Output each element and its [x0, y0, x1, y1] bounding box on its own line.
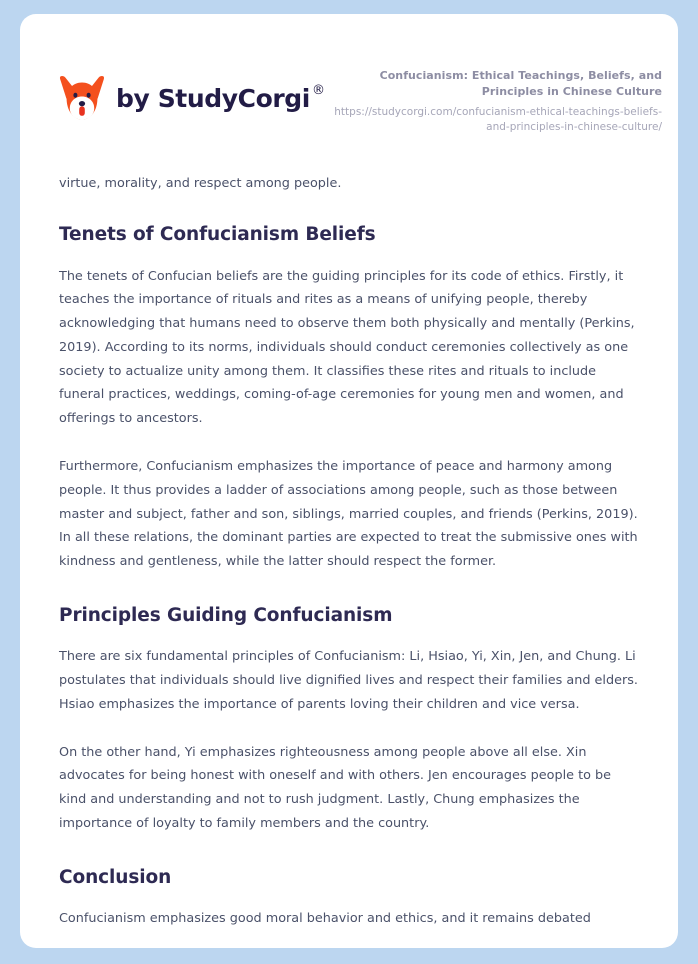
- section-heading-conclusion: Conclusion: [59, 866, 172, 888]
- document-header: [20, 14, 678, 136]
- header-meta: [325, 66, 662, 136]
- section-heading-principles: Principles Guiding Confucianism: [59, 605, 393, 627]
- studycorgi-brand[interactable]: [59, 66, 325, 122]
- page-title: Confucianism: Ethical Teachings, Beliefs, and Principles in Chinese Culture: [379, 69, 662, 98]
- registered-trademark-icon: ®: [311, 82, 325, 98]
- document-content: [20, 172, 678, 931]
- section-paragraph: On the other hand, Yi emphasizes righteousness among people above all else. Xin advocates for being honest with oneself and with others. Jen encourages people to be kind and understanding and not to rush judgment. Lastly, Chung emphasizes the importance of loyalty to family members and the country.: [59, 744, 611, 831]
- section-paragraph: There are six fundamental principles of Confucianism: Li, Hsiao, Yi, Xin, Jen, and Chung. Li postulates that individuals should live dignified lives and respect their families and elders. Hsiao emphasizes the importance of parents loving their children and vice versa.: [59, 649, 638, 712]
- section-heading-tenets: Tenets of Confucianism Beliefs: [59, 224, 376, 246]
- section-paragraph: The tenets of Confucian beliefs are the guiding principles for its code of ethics. Firstly, it teaches the importance of rituals and rites as a means of unifying people, thereby acknowledging that humans need to observe them both physically and mentally (Perkins, 2019). According to its norms, individuals should conduct ceremonies collectively as one society to actualize unity among them. It classifies these rites and rituals to include funeral practices, weddings, coming-of-age ceremonies for young men and women, and offerings to ancestors.: [59, 268, 635, 427]
- intro-paragraph-fragment: virtue, morality, and respect among people.: [59, 175, 342, 191]
- document-page: [20, 14, 678, 948]
- section-paragraph: Furthermore, Confucianism emphasizes the importance of peace and harmony among people. It thus provides a ladder of associations among people, such as those between master and subject, father and son, siblings, married couples, and friends (Perkins, 2019). In all these relations, the dominant parties are expected to treat the submissive ones with kindness and gentleness, while the latter should respect the former.: [59, 459, 638, 570]
- wordmark-text: by StudyCorgi: [116, 83, 310, 113]
- studycorgi-wordmark: [116, 82, 325, 113]
- section-paragraph: Confucianism emphasizes good moral behavior and ethics, and it remains debated: [59, 910, 591, 926]
- corgi-logo-icon: [59, 74, 105, 122]
- source-url[interactable]: https://studycorgi.com/confucianism-ethical-teachings-beliefs-and-principles-in-chinese-culture/: [334, 106, 662, 134]
